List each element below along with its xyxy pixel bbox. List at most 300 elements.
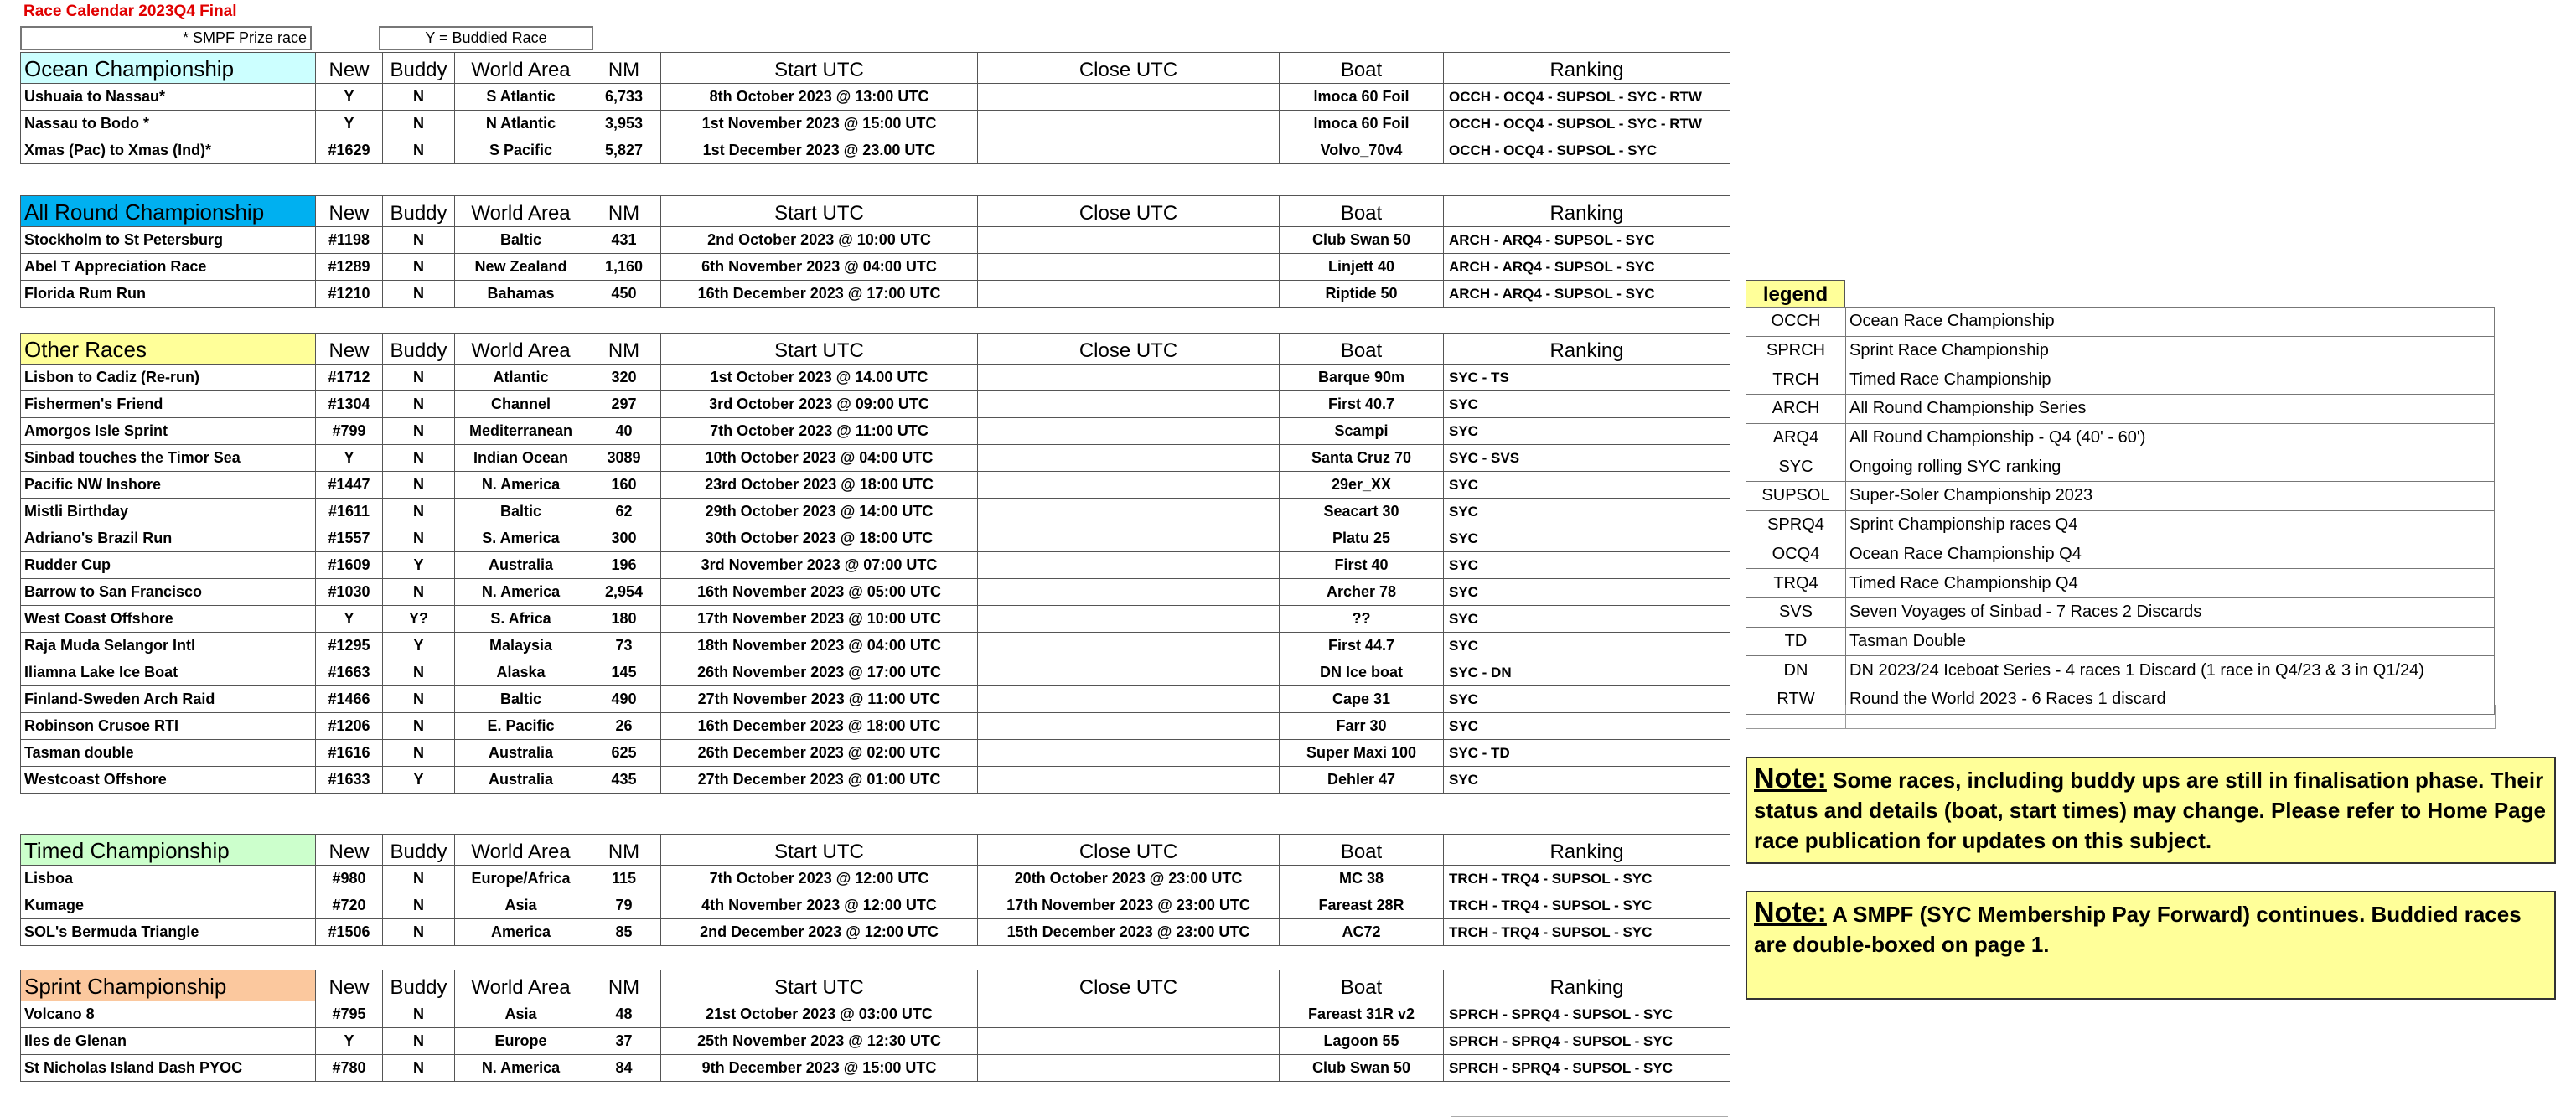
cell-area: N Atlantic — [455, 111, 587, 137]
cell-nm: 1,160 — [587, 254, 661, 281]
cell-start: 26th December 2023 @ 02:00 UTC — [661, 740, 978, 767]
table-row — [21, 767, 1730, 794]
cell-boat: Cape 31 — [1280, 686, 1444, 713]
column-header-nm: NM — [587, 53, 661, 84]
cell-area: Baltic — [455, 227, 587, 254]
cell-nm: 5,827 — [587, 137, 661, 164]
race-name: Finland-Sweden Arch Raid — [21, 686, 316, 713]
table-row — [21, 659, 1730, 686]
cell-close — [978, 1028, 1280, 1055]
legend-description: Super-Soler Championship 2023 — [1846, 482, 2495, 511]
cell-close: 15th December 2023 @ 23:00 UTC — [978, 919, 1280, 946]
timed-championship-table — [20, 834, 1730, 946]
section-header-row — [21, 970, 1730, 1001]
cell-close: 20th October 2023 @ 23:00 UTC — [978, 866, 1280, 892]
legend-code: ARCH — [1746, 395, 1846, 424]
cell-nm: 48 — [587, 1001, 661, 1028]
cell-start: 2nd December 2023 @ 12:00 UTC — [661, 919, 978, 946]
cell-area: Bahamas — [455, 281, 587, 308]
cell-ranking: SYC - SVS — [1444, 445, 1730, 472]
column-header-new: New — [316, 334, 383, 365]
cell-ranking: TRCH - TRQ4 - SUPSOL - SYC — [1444, 919, 1730, 946]
cell-buddy: N — [383, 418, 455, 445]
legend-row — [1746, 452, 2495, 482]
race-name: West Coast Offshore — [21, 606, 316, 633]
cell-boat: Barque 90m — [1280, 365, 1444, 391]
cell-start: 2nd October 2023 @ 10:00 UTC — [661, 227, 978, 254]
cell-buddy: N — [383, 391, 455, 418]
race-name: Robinson Crusoe RTI — [21, 713, 316, 740]
race-name: Xmas (Pac) to Xmas (Ind)* — [21, 137, 316, 164]
legend-description: Ocean Race Championship — [1846, 308, 2495, 337]
cell-nm: 196 — [587, 552, 661, 579]
cell-close — [978, 633, 1280, 659]
legend-code: SYC — [1746, 452, 1846, 482]
column-header-buddy: Buddy — [383, 970, 455, 1001]
cell-nm: 115 — [587, 866, 661, 892]
cell-boat: Club Swan 50 — [1280, 227, 1444, 254]
race-name: Westcoast Offshore — [21, 767, 316, 794]
table-row — [21, 552, 1730, 579]
cell-ranking: TRCH - TRQ4 - SUPSOL - SYC — [1444, 866, 1730, 892]
cell-area: Baltic — [455, 499, 587, 525]
cell-buddy: N — [383, 892, 455, 919]
table-row — [21, 1028, 1730, 1055]
cell-buddy: N — [383, 1055, 455, 1082]
column-header-area: World Area — [455, 835, 587, 866]
cell-close — [978, 659, 1280, 686]
cell-start: 9th December 2023 @ 15:00 UTC — [661, 1055, 978, 1082]
cell-buddy: N — [383, 111, 455, 137]
legend-description: Seven Voyages of Sinbad - 7 Races 2 Discards — [1846, 597, 2495, 627]
cell-start: 21st October 2023 @ 03:00 UTC — [661, 1001, 978, 1028]
column-header-boat: Boat — [1280, 196, 1444, 227]
cell-nm: 3089 — [587, 445, 661, 472]
cell-ranking: SYC — [1444, 579, 1730, 606]
cell-close — [978, 606, 1280, 633]
cell-start: 23rd October 2023 @ 18:00 UTC — [661, 472, 978, 499]
legend-row — [1746, 336, 2495, 365]
cell-close — [978, 740, 1280, 767]
table-row — [21, 281, 1730, 308]
cell-buddy: Y — [383, 633, 455, 659]
column-header-area: World Area — [455, 334, 587, 365]
cell-nm: 2,954 — [587, 579, 661, 606]
note-finalisation — [1746, 757, 2556, 864]
cell-ranking: TRCH - TRQ4 - SUPSOL - SYC — [1444, 892, 1730, 919]
cell-start: 8th October 2023 @ 13:00 UTC — [661, 84, 978, 111]
race-name: Volcano 8 — [21, 1001, 316, 1028]
cell-new: #1609 — [316, 552, 383, 579]
column-header-ranking: Ranking — [1444, 196, 1730, 227]
column-header-close: Close UTC — [978, 970, 1280, 1001]
legend-code: SVS — [1746, 597, 1846, 627]
cell-buddy: N — [383, 254, 455, 281]
legend-row — [1746, 656, 2495, 685]
cell-buddy: N — [383, 686, 455, 713]
legend-row — [1746, 423, 2495, 452]
table-row — [21, 445, 1730, 472]
race-name: Ushuaia to Nassau* — [21, 84, 316, 111]
cell-buddy: N — [383, 919, 455, 946]
cell-nm: 625 — [587, 740, 661, 767]
legend-code: OCQ4 — [1746, 540, 1846, 569]
race-name: Amorgos Isle Sprint — [21, 418, 316, 445]
cell-ranking: SPRCH - SPRQ4 - SUPSOL - SYC — [1444, 1001, 1730, 1028]
cell-area: N. America — [455, 579, 587, 606]
legend-row — [1746, 308, 2495, 337]
legend-title: legend — [1746, 280, 1845, 308]
cell-area: Asia — [455, 1001, 587, 1028]
cell-ranking: ARCH - ARQ4 - SUPSOL - SYC — [1444, 281, 1730, 308]
cell-start: 27th December 2023 @ 01:00 UTC — [661, 767, 978, 794]
column-header-boat: Boat — [1280, 334, 1444, 365]
cell-start: 7th October 2023 @ 12:00 UTC — [661, 866, 978, 892]
table-row — [21, 391, 1730, 418]
cell-nm: 85 — [587, 919, 661, 946]
cell-boat: Platu 25 — [1280, 525, 1444, 552]
race-name: Florida Rum Run — [21, 281, 316, 308]
cell-area: N. America — [455, 1055, 587, 1082]
cell-buddy: N — [383, 525, 455, 552]
table-row — [21, 1001, 1730, 1028]
race-name: Adriano's Brazil Run — [21, 525, 316, 552]
cell-boat: Farr 30 — [1280, 713, 1444, 740]
cell-ranking: SYC — [1444, 499, 1730, 525]
cell-new: #1616 — [316, 740, 383, 767]
cell-start: 1st October 2023 @ 14.00 UTC — [661, 365, 978, 391]
cell-new: #1289 — [316, 254, 383, 281]
column-header-boat: Boat — [1280, 53, 1444, 84]
legend-code: SUPSOL — [1746, 482, 1846, 511]
cell-ranking: SYC — [1444, 606, 1730, 633]
cell-area: Channel — [455, 391, 587, 418]
cell-new: #1611 — [316, 499, 383, 525]
race-name: Iles de Glenan — [21, 1028, 316, 1055]
column-header-start: Start UTC — [661, 196, 978, 227]
cell-boat: Club Swan 50 — [1280, 1055, 1444, 1082]
legend-row — [1746, 365, 2495, 395]
ocean-championship-table — [20, 52, 1730, 164]
cell-close — [978, 686, 1280, 713]
cell-ranking: SPRCH - SPRQ4 - SUPSOL - SYC — [1444, 1028, 1730, 1055]
cell-buddy: N — [383, 472, 455, 499]
cell-boat: Fareast 28R — [1280, 892, 1444, 919]
column-header-area: World Area — [455, 196, 587, 227]
legend-code: RTW — [1746, 685, 1846, 714]
cell-nm: 145 — [587, 659, 661, 686]
table-row — [21, 525, 1730, 552]
race-name: Abel T Appreciation Race — [21, 254, 316, 281]
cell-start: 1st November 2023 @ 15:00 UTC — [661, 111, 978, 137]
cell-start: 17th November 2023 @ 10:00 UTC — [661, 606, 978, 633]
legend-description: Round the World 2023 - 6 Races 1 discard — [1846, 685, 2495, 714]
legend-row — [1746, 597, 2495, 627]
race-name: Tasman double — [21, 740, 316, 767]
cell-ranking: OCCH - OCQ4 - SUPSOL - SYC — [1444, 137, 1730, 164]
table-row — [21, 892, 1730, 919]
race-name: Lisboa — [21, 866, 316, 892]
cell-area: N. America — [455, 472, 587, 499]
legend-description: Ongoing rolling SYC ranking — [1846, 452, 2495, 482]
cell-ranking: SYC - TD — [1444, 740, 1730, 767]
race-name: Nassau to Bodo * — [21, 111, 316, 137]
cell-close — [978, 111, 1280, 137]
cell-nm: 3,953 — [587, 111, 661, 137]
cell-nm: 6,733 — [587, 84, 661, 111]
cell-ranking: SPRCH - SPRQ4 - SUPSOL - SYC — [1444, 1055, 1730, 1082]
cell-buddy: N — [383, 227, 455, 254]
cell-new: #1712 — [316, 365, 383, 391]
section-header-row — [21, 334, 1730, 365]
cell-buddy: Y — [383, 767, 455, 794]
cell-new: Y — [316, 606, 383, 633]
column-header-start: Start UTC — [661, 334, 978, 365]
cell-close — [978, 391, 1280, 418]
cell-buddy: N — [383, 365, 455, 391]
cell-buddy: N — [383, 1001, 455, 1028]
race-name: Pacific NW Inshore — [21, 472, 316, 499]
cell-buddy: N — [383, 445, 455, 472]
legend-code: DN — [1746, 656, 1846, 685]
table-row — [21, 740, 1730, 767]
cell-boat: Dehler 47 — [1280, 767, 1444, 794]
cell-boat: Lagoon 55 — [1280, 1028, 1444, 1055]
section-header-row — [21, 835, 1730, 866]
cell-new: #1198 — [316, 227, 383, 254]
cell-ranking: OCCH - OCQ4 - SUPSOL - SYC - RTW — [1444, 84, 1730, 111]
section-title: Timed Championship — [21, 835, 316, 866]
table-row — [21, 254, 1730, 281]
cell-nm: 84 — [587, 1055, 661, 1082]
legend-description: Timed Race Championship Q4 — [1846, 569, 2495, 598]
cell-new: #1206 — [316, 713, 383, 740]
cell-close — [978, 137, 1280, 164]
cell-boat: Santa Cruz 70 — [1280, 445, 1444, 472]
section-title: Other Races — [21, 334, 316, 365]
section-title: Sprint Championship — [21, 970, 316, 1001]
legend-tail-cell — [1845, 705, 2429, 729]
column-header-start: Start UTC — [661, 970, 978, 1001]
cell-close — [978, 499, 1280, 525]
cell-area: Mediterranean — [455, 418, 587, 445]
section-header-row — [21, 196, 1730, 227]
table-row — [21, 579, 1730, 606]
column-header-close: Close UTC — [978, 835, 1280, 866]
cell-close — [978, 281, 1280, 308]
column-header-close: Close UTC — [978, 53, 1280, 84]
cell-area: S Atlantic — [455, 84, 587, 111]
cell-new: #795 — [316, 1001, 383, 1028]
column-header-close: Close UTC — [978, 196, 1280, 227]
cell-area: America — [455, 919, 587, 946]
table-row — [21, 1055, 1730, 1082]
cell-buddy: Y — [383, 552, 455, 579]
column-header-boat: Boat — [1280, 835, 1444, 866]
column-header-area: World Area — [455, 970, 587, 1001]
cell-start: 1st December 2023 @ 23.00 UTC — [661, 137, 978, 164]
column-header-buddy: Buddy — [383, 835, 455, 866]
column-header-new: New — [316, 196, 383, 227]
legend-row — [1746, 627, 2495, 656]
cell-boat: First 44.7 — [1280, 633, 1444, 659]
table-row — [21, 227, 1730, 254]
legend-code: TRCH — [1746, 365, 1846, 395]
cell-new: #780 — [316, 1055, 383, 1082]
table-row — [21, 137, 1730, 164]
column-header-area: World Area — [455, 53, 587, 84]
cell-start: 10th October 2023 @ 04:00 UTC — [661, 445, 978, 472]
cell-buddy: Y? — [383, 606, 455, 633]
race-name: Iliamna Lake Ice Boat — [21, 659, 316, 686]
cell-boat: AC72 — [1280, 919, 1444, 946]
legend-row — [1746, 510, 2495, 540]
cell-boat: Fareast 31R v2 — [1280, 1001, 1444, 1028]
cell-ranking: ARCH - ARQ4 - SUPSOL - SYC — [1444, 227, 1730, 254]
legend-code: ARQ4 — [1746, 423, 1846, 452]
cell-start: 25th November 2023 @ 12:30 UTC — [661, 1028, 978, 1055]
cell-start: 26th November 2023 @ 17:00 UTC — [661, 659, 978, 686]
note-text: Some races, including buddy ups are still in finalisation phase. Their status and details (boat, start times) may change. Please refer to Home Page race publication for updates on this subject. — [1754, 768, 2546, 853]
sprint-championship-table — [20, 970, 1730, 1082]
race-name: Lisbon to Cadiz (Re-run) — [21, 365, 316, 391]
table-row — [21, 686, 1730, 713]
cell-close — [978, 1001, 1280, 1028]
cell-start: 30th October 2023 @ 18:00 UTC — [661, 525, 978, 552]
cell-nm: 79 — [587, 892, 661, 919]
column-header-buddy: Buddy — [383, 53, 455, 84]
column-header-ranking: Ranking — [1444, 835, 1730, 866]
cell-ranking: ARCH - ARQ4 - SUPSOL - SYC — [1444, 254, 1730, 281]
cell-close — [978, 552, 1280, 579]
cell-close — [978, 579, 1280, 606]
cell-boat: Imoca 60 Foil — [1280, 111, 1444, 137]
legend-row — [1746, 569, 2495, 598]
cell-ranking: SYC — [1444, 686, 1730, 713]
race-name: Barrow to San Francisco — [21, 579, 316, 606]
cell-boat: ?? — [1280, 606, 1444, 633]
cell-buddy: N — [383, 579, 455, 606]
column-header-new: New — [316, 53, 383, 84]
cell-nm: 450 — [587, 281, 661, 308]
legend-description: Ocean Race Championship Q4 — [1846, 540, 2495, 569]
legend-description: All Round Championship - Q4 (40' - 60') — [1846, 423, 2495, 452]
note-label: Note: — [1754, 763, 1827, 794]
cell-new: #1466 — [316, 686, 383, 713]
legend-description: Timed Race Championship — [1846, 365, 2495, 395]
section-header-row — [21, 53, 1730, 84]
cell-boat: Scampi — [1280, 418, 1444, 445]
cell-ranking: SYC — [1444, 767, 1730, 794]
cell-ranking: SYC — [1444, 525, 1730, 552]
cell-close — [978, 418, 1280, 445]
cell-close — [978, 767, 1280, 794]
cell-start: 27th November 2023 @ 11:00 UTC — [661, 686, 978, 713]
cell-boat: Seacart 30 — [1280, 499, 1444, 525]
cell-buddy: N — [383, 659, 455, 686]
cell-nm: 431 — [587, 227, 661, 254]
cell-ranking: SYC — [1444, 633, 1730, 659]
cell-new: #1295 — [316, 633, 383, 659]
cell-buddy: N — [383, 866, 455, 892]
column-header-new: New — [316, 835, 383, 866]
legend-tail-cell — [1746, 705, 1846, 729]
cell-area: Europe/Africa — [455, 866, 587, 892]
cell-new: Y — [316, 1028, 383, 1055]
race-name: Stockholm to St Petersburg — [21, 227, 316, 254]
column-header-new: New — [316, 970, 383, 1001]
cell-new: #1210 — [316, 281, 383, 308]
cell-boat: DN Ice boat — [1280, 659, 1444, 686]
cell-area: Baltic — [455, 686, 587, 713]
cell-ranking: SYC — [1444, 713, 1730, 740]
cell-area: Australia — [455, 767, 587, 794]
legend-row — [1746, 540, 2495, 569]
legend-code: TRQ4 — [1746, 569, 1846, 598]
cell-close — [978, 525, 1280, 552]
cell-nm: 40 — [587, 418, 661, 445]
cell-area: Alaska — [455, 659, 587, 686]
cell-start: 4th November 2023 @ 12:00 UTC — [661, 892, 978, 919]
table-row — [21, 633, 1730, 659]
table-row — [21, 111, 1730, 137]
cell-new: #1629 — [316, 137, 383, 164]
cell-buddy: N — [383, 1028, 455, 1055]
cell-nm: 160 — [587, 472, 661, 499]
cell-new: #1447 — [316, 472, 383, 499]
column-header-nm: NM — [587, 835, 661, 866]
cell-boat: First 40 — [1280, 552, 1444, 579]
cell-nm: 320 — [587, 365, 661, 391]
race-name: SOL's Bermuda Triangle — [21, 919, 316, 946]
cell-boat: Linjett 40 — [1280, 254, 1444, 281]
cell-ranking: SYC — [1444, 472, 1730, 499]
cell-area: E. Pacific — [455, 713, 587, 740]
note-smpf — [1746, 891, 2556, 1000]
cell-start: 6th November 2023 @ 04:00 UTC — [661, 254, 978, 281]
cell-buddy: N — [383, 713, 455, 740]
race-name: Raja Muda Selangor Intl — [21, 633, 316, 659]
cell-area: Asia — [455, 892, 587, 919]
cell-buddy: N — [383, 137, 455, 164]
cell-new: Y — [316, 445, 383, 472]
cell-area: Australia — [455, 740, 587, 767]
cell-nm: 26 — [587, 713, 661, 740]
cell-new: #1030 — [316, 579, 383, 606]
cell-new: Y — [316, 84, 383, 111]
cell-start: 16th December 2023 @ 18:00 UTC — [661, 713, 978, 740]
cell-close — [978, 84, 1280, 111]
key-prize-race: * SMPF Prize race — [20, 26, 312, 50]
cell-buddy: N — [383, 499, 455, 525]
column-header-start: Start UTC — [661, 835, 978, 866]
cell-close — [978, 254, 1280, 281]
cell-close — [978, 713, 1280, 740]
cell-nm: 300 — [587, 525, 661, 552]
cell-start: 7th October 2023 @ 11:00 UTC — [661, 418, 978, 445]
table-row — [21, 606, 1730, 633]
column-header-ranking: Ranking — [1444, 970, 1730, 1001]
table-row — [21, 713, 1730, 740]
cell-area: S. America — [455, 525, 587, 552]
cell-new: #720 — [316, 892, 383, 919]
column-header-close: Close UTC — [978, 334, 1280, 365]
column-header-nm: NM — [587, 970, 661, 1001]
cell-nm: 490 — [587, 686, 661, 713]
cell-boat: Imoca 60 Foil — [1280, 84, 1444, 111]
cell-area: S Pacific — [455, 137, 587, 164]
legend-description: Sprint Race Championship — [1846, 336, 2495, 365]
